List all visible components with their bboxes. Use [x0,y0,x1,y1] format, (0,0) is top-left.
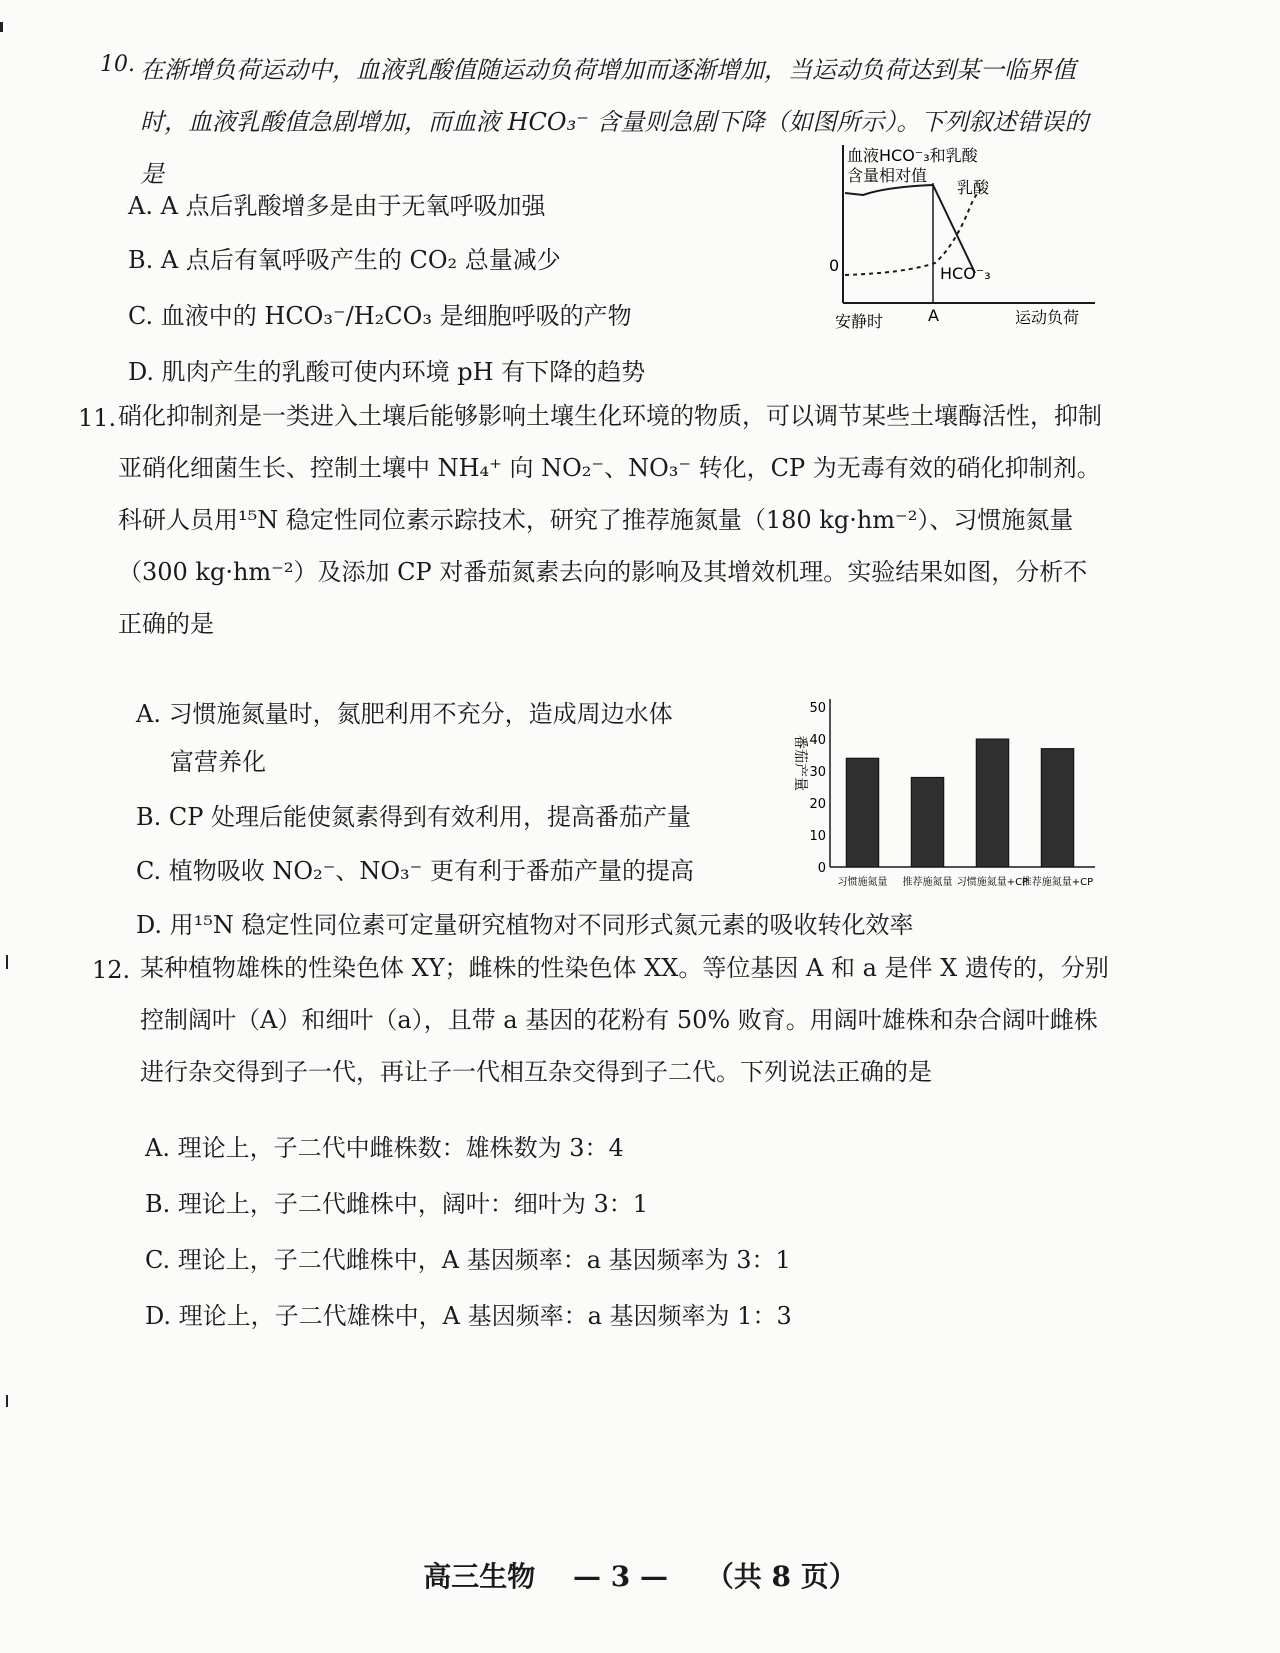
tomato-yield-chart [790,695,1100,900]
point-a-label: A [928,306,939,325]
footer-total-pages: （共 8 页） [705,1560,857,1593]
option-b[interactable]: B. A 点后有氧呼吸产生的 CO₂ 总量减少 [128,246,561,274]
x-axis-label: 运动负荷 [1015,308,1080,327]
question-stem: 在渐增负荷运动中，血液乳酸值随运动负荷增加而逐渐增加，当运动负荷达到某一临界值时，血液乳酸值急剧增加，而血液 HCO₃⁻ 含量则急剧下降（如图所示）。下列叙述错误的是 [140,56,1089,188]
y-axis-label: 番茄产量 [792,735,808,791]
y-tick-label: 40 [809,733,826,748]
hco3-curve-label: HCO⁻₃ [940,264,991,283]
bar [846,758,879,867]
x-start-label: 安静时 [835,312,884,331]
lactate-hco3-figure [825,145,1115,345]
y-tick-label: 30 [809,765,826,780]
option-a[interactable]: A. A 点后乳酸增多是由于无氧呼吸加强 [128,192,546,220]
question-number: 11. [78,404,117,432]
footer-subject: 高三生物 [423,1560,536,1593]
x-tick-label: 习惯施氮量 [837,877,888,888]
option-b[interactable]: B. 理论上，子二代雌株中，阔叶：细叶为 3：1 [145,1190,649,1218]
bar [911,777,944,867]
question-number: 12. [92,956,131,984]
x-tick-label: 习惯施氮量+CP [956,877,1029,888]
question-stem: 硝化抑制剂是一类进入土壤后能够影响土壤生化环境的物质，可以调节某些土壤酶活性，抑制亚硝化细菌生长、控制土壤中 NH₄⁺ 向 NO₂⁻、NO₃⁻ 转化，CP 为无毒有效的硝化抑制剂。科研人员用¹⁵N 稳定性同位素示踪技术，研究了推荐施氮量（180 kg·hm⁻²）、习惯施氮量（300 kg·hm⁻²）及添加 CP 对番茄氮素去向的影响及其增效机理。实验结果如图，分析不正确的是 [118,402,1102,638]
hco3-curve [845,185,975,273]
option-d[interactable]: D. 肌肉产生的乳酸可使内环境 pH 有下降的趋势 [128,358,646,386]
y-tick-label: 20 [809,797,826,812]
origin-label: 0 [829,256,840,275]
y-tick-label: 10 [809,829,826,844]
x-tick-label: 推荐施氮量+CP [1021,877,1094,888]
margin-mark [6,1395,8,1407]
option-a[interactable]: A. 理论上，子二代中雌株数：雄株数为 3：4 [145,1134,624,1162]
question-number: 10. [100,52,135,77]
option-c[interactable]: C. 血液中的 HCO₃⁻/H₂CO₃ 是细胞呼吸的产物 [128,302,632,330]
option-d[interactable]: D. 理论上，子二代雄株中，A 基因频率：a 基因频率为 1：3 [145,1302,792,1330]
page-footer [0,1555,1280,1595]
x-tick-label: 推荐施氮量 [902,877,953,888]
margin-mark [6,955,8,969]
option-a[interactable]: A. 习惯施氮量时，氮肥利用不充分，造成周边水体 [136,700,673,728]
option-c[interactable]: C. 植物吸收 NO₂⁻、NO₃⁻ 更有利于番茄产量的提高 [136,857,694,885]
question-stem: 某种植物雄株的性染色体 XY；雌株的性染色体 XX。等位基因 A 和 a 是伴 X 遗传的，分别控制阔叶（A）和细叶（a），且带 a 基因的花粉有 50% 败育。用阔叶雄株和杂合阔叶雌株进行杂交得到子一代，再让子一代相互杂交得到子二代。下列说法正确的是 [140,954,1109,1086]
margin-mark [0,22,3,32]
y-tick-label: 50 [809,701,826,716]
bar [1041,749,1074,867]
bar [976,739,1009,867]
option-d[interactable]: D. 用¹⁵N 稳定性同位素可定量研究植物对不同形式氮元素的吸收转化效率 [136,911,914,939]
option-b[interactable]: B. CP 处理后能使氮素得到有效利用，提高番茄产量 [136,803,692,831]
y-axis-label: 含量相对值 [847,166,928,185]
option-a-continued: 富营养化 [170,748,266,776]
y-axis-label: 血液HCO⁻₃和乳酸 [847,146,978,165]
y-tick-label: 0 [817,861,826,876]
option-c[interactable]: C. 理论上，子二代雌株中，A 基因频率：a 基因频率为 3：1 [145,1246,791,1274]
footer-page-number: — 3 — [573,1560,668,1593]
lactate-curve-label: 乳酸 [957,178,990,197]
lactate-curve [845,189,981,275]
